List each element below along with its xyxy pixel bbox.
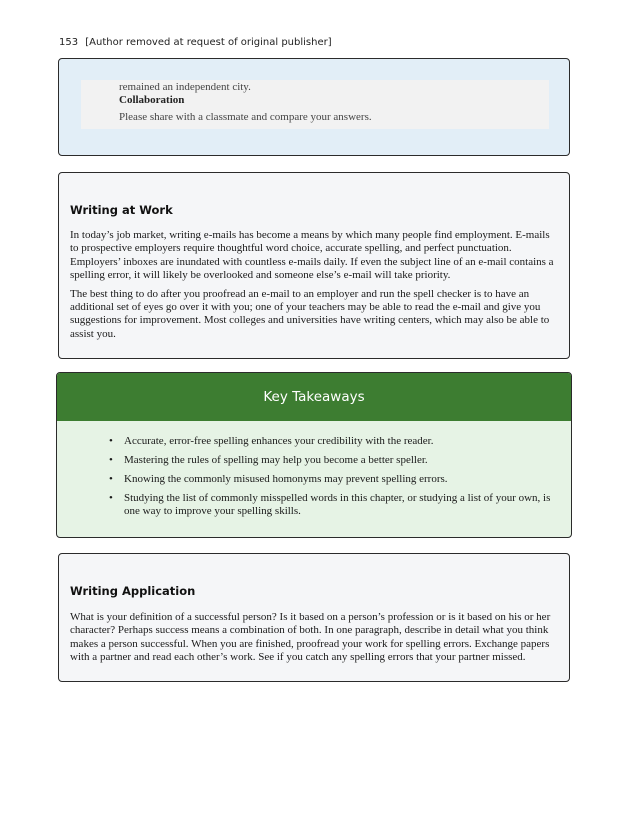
bullet-icon: • (109, 491, 113, 504)
page-header (59, 37, 332, 48)
list-item (109, 435, 559, 448)
list-item (109, 454, 559, 467)
key-takeaways-list (57, 435, 571, 519)
writing-application-paragraph: What is your definition of a successful person? Is it based on a person’s profession or is it based on his or her character? Perhaps success means a combination of both. In one paragraph, describe in detail what you think makes a person successful. When you are finished, proofread your work for spelling errors. Exchange papers with a partner and read each other’s work. See if you catch any spelling errors that your partner missed. (70, 611, 551, 664)
collaboration-inner-panel (81, 80, 549, 129)
bullet-icon: • (109, 435, 113, 447)
list-item-text: Studying the list of commonly misspelled words in this chapter, or studying a list of your own, is one way to improve your spelling skills. (124, 491, 551, 518)
writing-application-title: Writing Application (70, 584, 196, 598)
bullet-icon: • (109, 453, 113, 466)
collaboration-instruction: Please share with a classmate and compare your answers. (119, 111, 372, 123)
collaboration-heading: Collaboration (119, 94, 185, 106)
list-item (109, 473, 559, 486)
running-header-text: [Author removed at request of original publisher] (85, 37, 332, 48)
writing-at-work-paragraph-1: In today’s job market, writing e-mails has become a means by which many people find employment. E-mails to prospective employers require thoughtful word choice, accurate spelling, and perfect punctuation. Employers’ inboxes are inundated with countless e-mails daily. If even the subject line of an e-mail contains a spelling error, it will likely be overlooked and someone else’s e-mail will take priority. (70, 229, 554, 282)
list-item-text: Accurate, error-free spelling enhances your credibility with the reader. (124, 435, 434, 447)
writing-at-work-box (58, 172, 570, 359)
bullet-icon: • (109, 472, 113, 485)
list-item-text: Mastering the rules of spelling may help you become a better speller. (124, 453, 428, 466)
writing-application-box (58, 553, 570, 682)
collaboration-box (58, 58, 570, 156)
key-takeaways-title: Key Takeaways (57, 373, 571, 421)
writing-at-work-title: Writing at Work (70, 203, 173, 217)
continuation-text: remained an independent city. (119, 81, 251, 93)
list-item-text: Knowing the commonly misused homonyms may prevent spelling errors. (124, 472, 448, 485)
page-number: 153 (59, 37, 79, 48)
key-takeaways-box (56, 372, 572, 538)
list-item (109, 492, 559, 519)
writing-at-work-paragraph-2: The best thing to do after you proofread an e-mail to an employer and run the spell checker is to have an additional set of eyes go over it with you; one of your teachers may be able to read the e-mail and give you suggestions for improvement. Most colleges and universities have writing centers, which may also be able to assist you. (70, 287, 550, 340)
